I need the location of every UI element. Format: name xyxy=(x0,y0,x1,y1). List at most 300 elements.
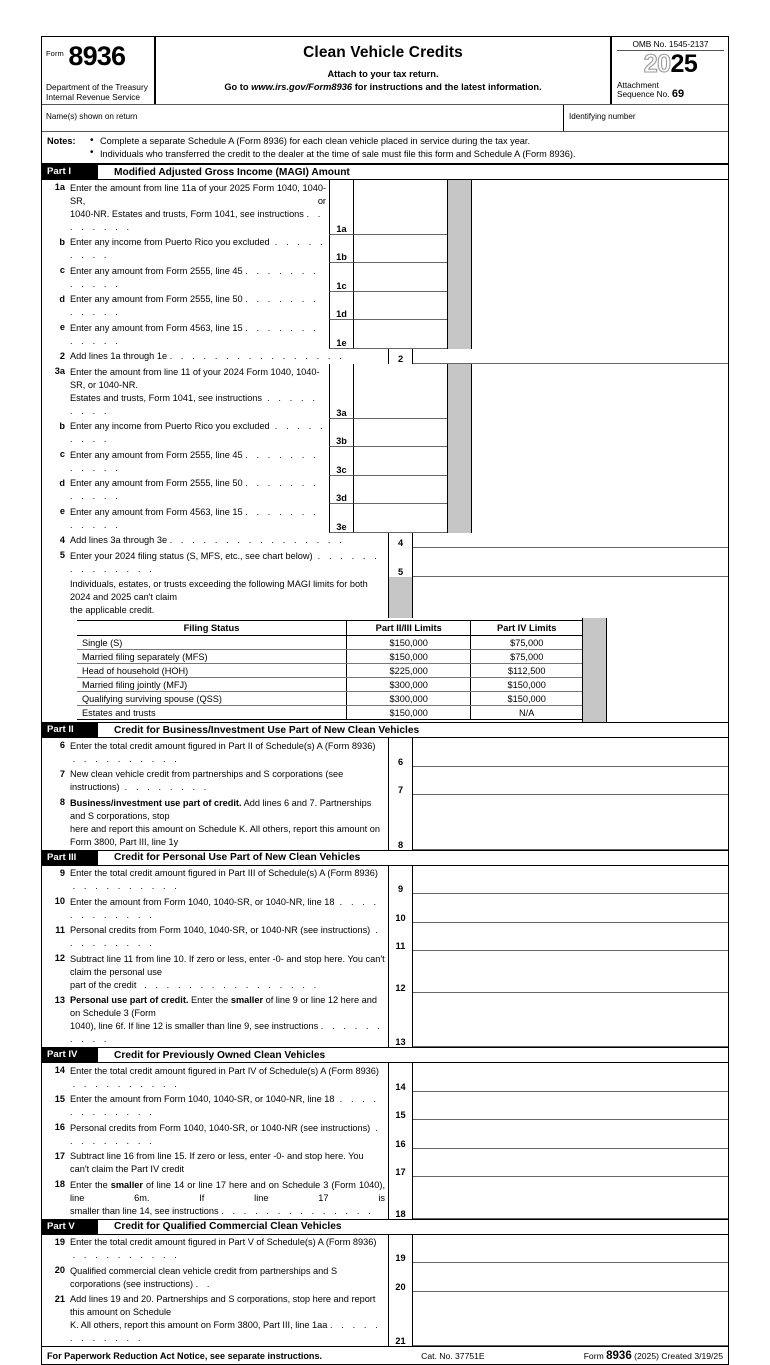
line-10-amount-input[interactable] xyxy=(413,894,728,923)
line-8-number: 8 xyxy=(59,797,65,808)
line-1c-label: Enter any amount from Form 2555, line 45 xyxy=(70,265,243,276)
line-21-text xyxy=(70,1292,388,1347)
line-3b-amount-input[interactable] xyxy=(353,419,447,448)
attachment-label: Attachment xyxy=(617,80,659,90)
form-header xyxy=(42,37,728,105)
line-1b-text xyxy=(70,235,329,264)
leader-dots: . . . . . . . . . . xyxy=(72,1078,180,1089)
line-2-row xyxy=(42,349,728,365)
leader-dots: . . . . . . . . . xyxy=(70,392,318,416)
line-15-row xyxy=(42,1092,728,1121)
leader-dots: . . . . . . . . . . xyxy=(72,1250,180,1261)
line-14-label: Enter the total credit amount figured in Part IV of Schedule(s) A (Form 8936) xyxy=(70,1065,379,1076)
leader-dots: . . . . . . . . . xyxy=(70,925,382,949)
line-4-amount-input[interactable] xyxy=(413,533,728,549)
line-16-text xyxy=(70,1120,388,1149)
line-12-box-label: 12 xyxy=(388,951,413,993)
shaded-column xyxy=(447,235,472,264)
line-2-amount-input[interactable] xyxy=(413,349,728,365)
line-3c-label: Enter any amount from Form 2555, line 45 xyxy=(70,449,243,460)
leader-dots: . . . . . . . . . . . . . . xyxy=(221,1205,374,1216)
table-row xyxy=(77,692,582,706)
line-3c-amount-input[interactable] xyxy=(353,447,447,476)
leader-dots: . . . . . . . . . . xyxy=(72,881,180,892)
line-1e-amount-input[interactable] xyxy=(353,320,447,349)
cell-part4-limit: $150,000 xyxy=(471,692,582,706)
line-20-amount-input[interactable] xyxy=(413,1263,728,1292)
line-14-row xyxy=(42,1063,728,1092)
line-1a-text-1: Enter the amount from line 11a of your 2025 Form 1040, 1040-SR, or xyxy=(70,182,326,206)
line-1b-box-label: 1b xyxy=(329,235,353,264)
line-15-number: 15 xyxy=(54,1093,65,1104)
table-row xyxy=(77,664,582,678)
line-13-text-2: 1040), line 6f. If line 12 is smaller than line 9, see instructions xyxy=(70,1021,319,1032)
cell-part23-limit: $150,000 xyxy=(347,650,471,664)
blank-right-column xyxy=(472,292,728,321)
line-3e-number: e xyxy=(59,506,65,517)
line-1b-row xyxy=(42,235,728,264)
line-20-label: Qualified commercial clean vehicle credit from partnerships and S corporations (see instructions) xyxy=(70,1265,338,1289)
blank-right-column xyxy=(607,618,728,722)
line-20-number: 20 xyxy=(54,1265,65,1276)
line-1e-label: Enter any amount from Form 4563, line 15 xyxy=(70,322,243,333)
page-title: Clean Vehicle Credits xyxy=(303,44,463,61)
line-4-label: Add lines 3a through 3e xyxy=(70,535,168,546)
leader-dots: . . . . . . . . . . . . . . . . xyxy=(169,535,345,546)
line-10-row xyxy=(42,894,728,923)
blank-right-column xyxy=(413,577,728,619)
line-9-box-label: 9 xyxy=(388,866,413,895)
line-20-box-label: 20 xyxy=(388,1263,413,1292)
line-1c-box-label: 1c xyxy=(329,263,353,292)
line-3a-text-1: Enter the amount from line 11 of your 2024 Form 1040, 1040-SR, or 1040-NR. xyxy=(70,366,320,390)
line-3a-row xyxy=(42,364,728,419)
blank-right-column xyxy=(472,364,728,419)
line-4-number: 4 xyxy=(59,534,65,545)
line-5-note-1: Individuals, estates, or trusts exceeding the following MAGI limits for both 2024 and 2025 can't claim xyxy=(70,579,368,603)
shaded-column xyxy=(582,618,607,722)
part-2-header xyxy=(42,722,728,738)
line-1a-text-2: 1040-NR. Estates and trusts, Form 1041, see instructions xyxy=(70,208,304,219)
line-1e-number: e xyxy=(59,322,65,333)
note-item: • Complete a separate Schedule A (Form 8936) for each clean vehicle placed in service during the tax year. xyxy=(89,135,724,148)
line-16-amount-input[interactable] xyxy=(413,1120,728,1149)
footer-form-word: Form xyxy=(583,1351,604,1362)
line-3d-box-label: 3d xyxy=(329,476,353,505)
col-part4-limits: Part IV Limits xyxy=(471,621,582,636)
line-21-text-1: Add lines 19 and 20. Partnerships and S corporations, stop here and report this amount on Schedule xyxy=(70,1294,376,1318)
line-11-row xyxy=(42,923,728,952)
line-19-label: Enter the total credit amount figured in Part V of Schedule(s) A (Form 8936) xyxy=(70,1237,377,1248)
line-8-text-1: Add lines 6 and 7. Partnerships and S corporations, stop xyxy=(70,797,372,821)
line-21-number: 21 xyxy=(54,1293,65,1304)
line-2-text xyxy=(70,349,388,365)
attach-instruction: Attach to your tax return. xyxy=(327,69,439,79)
shaded-column xyxy=(447,476,472,505)
part-5-label: Part V xyxy=(42,1220,98,1234)
cell-part4-limit: N/A xyxy=(471,706,582,720)
line-9-label: Enter the total credit amount figured in Part III of Schedule(s) A (Form 8936) xyxy=(70,868,378,879)
line-1d-number: d xyxy=(59,293,65,304)
line-14-text xyxy=(70,1063,388,1092)
line-15-text xyxy=(70,1092,388,1121)
line-12-text xyxy=(70,951,388,993)
line-8-text xyxy=(70,795,388,850)
blank-right-column xyxy=(472,235,728,264)
omb-block xyxy=(612,37,728,104)
shaded-column xyxy=(447,504,472,533)
department-line-2: Internal Revenue Service xyxy=(46,91,141,102)
line-3b-box-label: 3b xyxy=(329,419,353,448)
line-5-note-2: the applicable credit. xyxy=(70,605,155,616)
line-10-box-label: 10 xyxy=(388,894,413,923)
shaded-column xyxy=(447,320,472,349)
line-7-row xyxy=(42,767,728,796)
line-9-number: 9 xyxy=(59,867,65,878)
line-5-row xyxy=(42,548,728,577)
form-number: 8936 xyxy=(68,41,126,71)
line-10-number: 10 xyxy=(54,896,65,907)
line-1d-label: Enter any amount from Form 2555, line 50 xyxy=(70,294,243,305)
line-2-number: 2 xyxy=(59,350,65,361)
table-row xyxy=(77,636,582,650)
leader-dots: . . . . . . . . . . . . xyxy=(70,322,319,346)
blank-right-column xyxy=(472,447,728,476)
line-18-number: 18 xyxy=(54,1179,65,1190)
omb-number: OMB No. 1545-2137 xyxy=(617,39,724,51)
table-row xyxy=(77,650,582,664)
form-url[interactable]: www.irs.gov/Form8936 xyxy=(251,82,353,92)
line-14-amount-input[interactable] xyxy=(413,1063,728,1092)
sequence-number: 69 xyxy=(671,88,685,101)
line-13-box-label: 13 xyxy=(388,993,413,1048)
table-header-row xyxy=(77,621,582,636)
line-13-row xyxy=(42,993,728,1048)
line-3a-text xyxy=(70,364,329,419)
line-3c-row xyxy=(42,447,728,476)
line-9-amount-input[interactable] xyxy=(413,866,728,895)
line-12-amount-input[interactable] xyxy=(413,951,728,993)
part-2-title: Credit for Business/Investment Use Part of New Clean Vehicles xyxy=(114,724,420,736)
line-12-text-2: part of the credit xyxy=(70,979,137,990)
line-8-row xyxy=(42,795,728,850)
cell-filing-status: Married filing jointly (MFJ) xyxy=(77,678,347,692)
line-3c-text xyxy=(70,447,329,476)
line-21-box-label: 21 xyxy=(388,1292,413,1347)
line-5-note-row xyxy=(42,577,728,619)
line-1c-amount-input[interactable] xyxy=(353,263,447,292)
part-4-header xyxy=(42,1047,728,1063)
line-3e-box-label: 3e xyxy=(329,504,353,533)
leader-dots: . . . . . . . . . . . . . . xyxy=(70,550,380,574)
line-7-box-label: 7 xyxy=(388,767,413,796)
form-label: Form xyxy=(46,49,64,58)
line-1d-row xyxy=(42,292,728,321)
line-8-text-2: here and report this amount on Schedule K. All others, report this amount on Form 3800, Part III, line 1y xyxy=(70,823,381,847)
line-3a-text-2: Estates and trusts, Form 1041, see instructions xyxy=(70,392,263,403)
cell-filing-status: Married filing separately (MFS) xyxy=(77,650,347,664)
line-19-box-label: 19 xyxy=(388,1235,413,1264)
line-1e-text xyxy=(70,320,329,349)
shaded-column xyxy=(447,263,472,292)
line-1a-box-label: 1a xyxy=(329,180,353,235)
leader-dots: . . . . . . . . xyxy=(70,208,324,232)
leader-dots: . . . . . . . . . . . . . . . . xyxy=(144,979,320,990)
blank-right-column xyxy=(472,504,728,533)
line-1a-row xyxy=(42,180,728,235)
name-label: Name(s) shown on return xyxy=(46,112,138,122)
blank-right-column xyxy=(472,180,728,235)
line-5-box-label: 5 xyxy=(388,548,413,577)
line-7-label: New clean vehicle credit from partnerships and S corporations (see instructions) xyxy=(70,769,344,793)
line-19-text xyxy=(70,1235,388,1264)
line-4-text xyxy=(70,533,388,549)
line-16-row xyxy=(42,1120,728,1149)
line-1a-number: 1a xyxy=(54,182,65,193)
line-18-smaller: smaller xyxy=(110,1179,143,1190)
line-3d-text xyxy=(70,476,329,505)
identifying-number-field[interactable] xyxy=(564,105,728,131)
part-1-header xyxy=(42,164,728,180)
line-7-text xyxy=(70,767,388,796)
blank-right-column xyxy=(472,263,728,292)
cell-filing-status: Qualifying surviving spouse (QSS) xyxy=(77,692,347,706)
line-9-text xyxy=(70,866,388,895)
line-11-box-label: 11 xyxy=(388,923,413,952)
goto-suffix: for instructions and the latest information. xyxy=(352,82,542,92)
cell-part23-limit: $225,000 xyxy=(347,664,471,678)
leader-dots: . . . . . . . . . . . . xyxy=(70,896,380,920)
goto-instruction xyxy=(160,82,606,92)
leader-dots: . . . . . . . . . . xyxy=(72,753,180,764)
cell-part4-limit: $75,000 xyxy=(471,636,582,650)
part-4-title: Credit for Previously Owned Clean Vehicles xyxy=(114,1049,326,1061)
line-6-number: 6 xyxy=(59,740,65,751)
line-1b-label: Enter any income from Puerto Rico you excluded xyxy=(70,237,270,248)
line-1c-number: c xyxy=(59,265,65,276)
identifying-number-label: Identifying number xyxy=(569,112,636,122)
form-footer xyxy=(42,1346,728,1364)
line-3e-amount-input[interactable] xyxy=(353,504,447,533)
form-title-block xyxy=(156,37,612,104)
line-5-filing-status-input[interactable] xyxy=(413,548,728,577)
leader-dots: . . . . . . . . . xyxy=(70,421,326,445)
leader-dots: . . . . . . . . . xyxy=(70,1122,382,1146)
line-11-amount-input[interactable] xyxy=(413,923,728,952)
line-3a-amount-input[interactable] xyxy=(353,364,447,419)
line-3d-amount-input[interactable] xyxy=(353,476,447,505)
line-12-row xyxy=(42,951,728,993)
line-5-label: Enter your 2024 filing status (S, MFS, etc., see chart below) xyxy=(70,550,313,561)
attachment-sequence xyxy=(617,81,724,100)
line-12-text-1: Subtract line 11 from line 10. If zero or less, enter -0- and stop here. You can't claim the personal use xyxy=(70,953,385,977)
line-10-text xyxy=(70,894,388,923)
line-1d-amount-input[interactable] xyxy=(353,292,447,321)
line-7-amount-input[interactable] xyxy=(413,767,728,796)
line-15-amount-input[interactable] xyxy=(413,1092,728,1121)
line-6-amount-input[interactable] xyxy=(413,738,728,767)
tax-year xyxy=(617,52,724,80)
form-identity-block xyxy=(42,37,156,104)
line-21-text-2: K. All others, report this amount on Form 3800, Part III, line 1aa xyxy=(70,1320,328,1331)
table-row xyxy=(77,678,582,692)
part-2-label: Part II xyxy=(42,723,98,737)
line-18-row xyxy=(42,1177,728,1219)
part-5-title: Credit for Qualified Commercial Clean Vehicles xyxy=(114,1221,342,1233)
part-4-label: Part IV xyxy=(42,1048,98,1062)
footer-form-number: 8936 xyxy=(606,1350,632,1363)
leader-dots: . . . . . . . . . . . . . . . . xyxy=(169,351,345,362)
line-1e-row xyxy=(42,320,728,349)
line-8-box-label: 8 xyxy=(388,795,413,850)
col-part23-limits: Part II/III Limits xyxy=(347,621,471,636)
line-5-note xyxy=(70,577,388,619)
line-14-box-label: 14 xyxy=(388,1063,413,1092)
line-17-text xyxy=(70,1149,388,1178)
line-9-row xyxy=(42,866,728,895)
line-3c-box-label: 3c xyxy=(329,447,353,476)
line-17-amount-input[interactable] xyxy=(413,1149,728,1178)
line-3d-number: d xyxy=(59,477,65,488)
line-12-number: 12 xyxy=(54,953,65,964)
line-6-label: Enter the total credit amount figured in Part II of Schedule(s) A (Form 8936) xyxy=(70,740,376,751)
cell-filing-status: Estates and trusts xyxy=(77,706,347,720)
part-5-header xyxy=(42,1219,728,1235)
line-13-smaller: smaller xyxy=(230,995,264,1006)
leader-dots: . . . . . . . . . . . . xyxy=(70,478,319,502)
line-15-label: Enter the amount from Form 1040, 1040-SR, or 1040-NR, line 18 xyxy=(70,1094,335,1105)
line-8-amount-input[interactable] xyxy=(413,795,728,850)
line-8-bold-lead: Business/investment use part of credit. xyxy=(70,797,242,808)
line-1a-amount-input[interactable] xyxy=(353,180,447,235)
line-21-amount-input[interactable] xyxy=(413,1292,728,1347)
line-3a-box-label: 3a xyxy=(329,364,353,419)
line-18-text-1b: of line 14 or line 17 here and on Schedule 3 (Form 1040), line 6m. If line 17 is xyxy=(70,1179,385,1203)
tax-year-century: 20 xyxy=(643,50,671,78)
line-3d-row xyxy=(42,476,728,505)
line-15-box-label: 15 xyxy=(388,1092,413,1121)
table-row xyxy=(77,706,582,720)
shaded-column xyxy=(447,292,472,321)
line-13-number: 13 xyxy=(54,994,65,1005)
cell-part23-limit: $150,000 xyxy=(347,706,471,720)
leader-dots: . . xyxy=(195,1278,213,1289)
leader-dots: . . . . . . . . . . . . xyxy=(70,265,319,289)
line-18-amount-input[interactable] xyxy=(413,1177,728,1219)
line-17-row xyxy=(42,1149,728,1178)
line-19-amount-input[interactable] xyxy=(413,1235,728,1264)
line-13-text-1b: of line 9 or line 12 here and on Schedule 3 (Form xyxy=(70,995,377,1019)
blank-right-column xyxy=(472,419,728,448)
magi-limits-table xyxy=(77,620,582,720)
line-1a-text xyxy=(70,180,329,235)
department-line-1: Department of the Treasury xyxy=(46,82,148,92)
leader-dots: . . . . . . . . . . . . xyxy=(70,449,319,473)
line-11-label: Personal credits from Form 1040, 1040-SR, or 1040-NR (see instructions) xyxy=(70,925,371,936)
tax-year-digits: 25 xyxy=(670,50,698,78)
sequence-label: Sequence No. xyxy=(617,89,672,100)
shaded-column xyxy=(447,180,472,235)
line-16-box-label: 16 xyxy=(388,1120,413,1149)
leader-dots: . . . . . . . . . . xyxy=(70,1021,383,1045)
line-6-text xyxy=(70,738,388,767)
line-1b-amount-input[interactable] xyxy=(353,235,447,264)
line-3e-label: Enter any amount from Form 4563, line 15 xyxy=(70,506,243,517)
line-20-text xyxy=(70,1263,388,1292)
shaded-column xyxy=(447,447,472,476)
leader-dots: . . . . . . . . . . . . xyxy=(70,1094,380,1118)
line-14-number: 14 xyxy=(54,1065,65,1076)
col-filing-status: Filing Status xyxy=(77,621,347,636)
cell-part23-limit: $150,000 xyxy=(347,636,471,650)
line-6-row xyxy=(42,738,728,767)
magi-table-row xyxy=(42,618,728,722)
line-2-box-label: 2 xyxy=(388,349,413,365)
line-7-number: 7 xyxy=(59,768,65,779)
line-4-row xyxy=(42,533,728,549)
line-16-number: 16 xyxy=(54,1122,65,1133)
line-20-row xyxy=(42,1263,728,1292)
cell-filing-status: Head of household (HOH) xyxy=(77,664,347,678)
line-5-text xyxy=(70,548,388,577)
shaded-column xyxy=(447,364,472,419)
irs-form-8936 xyxy=(41,36,729,1365)
line-1d-text xyxy=(70,292,329,321)
part-3-label: Part III xyxy=(42,851,98,865)
footer-form-suffix: (2025) Created 3/19/25 xyxy=(634,1351,723,1362)
part-1-label: Part I xyxy=(42,165,98,179)
part-3-title: Credit for Personal Use Part of New Clean Vehicles xyxy=(114,852,361,864)
shaded-column xyxy=(388,577,413,619)
line-17-box-label: 17 xyxy=(388,1149,413,1178)
blank-right-column xyxy=(472,476,728,505)
line-3b-row xyxy=(42,419,728,448)
line-1b-number: b xyxy=(59,236,65,247)
catalog-number: Cat. No. 37751E xyxy=(421,1351,485,1362)
line-18-text-2: smaller than line 14, see instructions xyxy=(70,1205,219,1216)
line-11-number: 11 xyxy=(55,924,65,935)
line-3d-label: Enter any amount from Form 2555, line 50 xyxy=(70,478,243,489)
line-17-label: Subtract line 16 from line 15. If zero or less, enter -0- and stop here. You can't claim the Part IV credit xyxy=(70,1151,364,1175)
line-19-number: 19 xyxy=(54,1236,65,1247)
line-3b-text xyxy=(70,419,329,448)
cell-part23-limit: $300,000 xyxy=(347,678,471,692)
line-21-row xyxy=(42,1292,728,1347)
line-1c-row xyxy=(42,263,728,292)
line-11-text xyxy=(70,923,388,952)
line-18-text xyxy=(70,1177,388,1219)
line-13-text xyxy=(70,993,388,1048)
line-6-box-label: 6 xyxy=(388,738,413,767)
notes-section xyxy=(42,132,728,164)
line-18-box-label: 18 xyxy=(388,1177,413,1219)
line-3b-label: Enter any income from Puerto Rico you excluded xyxy=(70,421,270,432)
goto-prefix: Go to xyxy=(224,82,252,92)
line-13-bold-lead: Personal use part of credit. xyxy=(70,995,189,1006)
cell-part4-limit: $75,000 xyxy=(471,650,582,664)
cell-part4-limit: $150,000 xyxy=(471,678,582,692)
paperwork-notice: For Paperwork Reduction Act Notice, see separate instructions. xyxy=(47,1351,323,1362)
cell-part4-limit: $112,500 xyxy=(471,664,582,678)
shaded-column xyxy=(447,419,472,448)
line-13-amount-input[interactable] xyxy=(413,993,728,1048)
name-field[interactable] xyxy=(42,105,564,131)
line-3a-number: 3a xyxy=(54,366,65,377)
line-1d-box-label: 1d xyxy=(329,292,353,321)
line-10-label: Enter the amount from Form 1040, 1040-SR, or 1040-NR, line 18 xyxy=(70,896,335,907)
part-1-title: Modified Adjusted Gross Income (MAGI) Amount xyxy=(114,166,350,178)
line-1c-text xyxy=(70,263,329,292)
